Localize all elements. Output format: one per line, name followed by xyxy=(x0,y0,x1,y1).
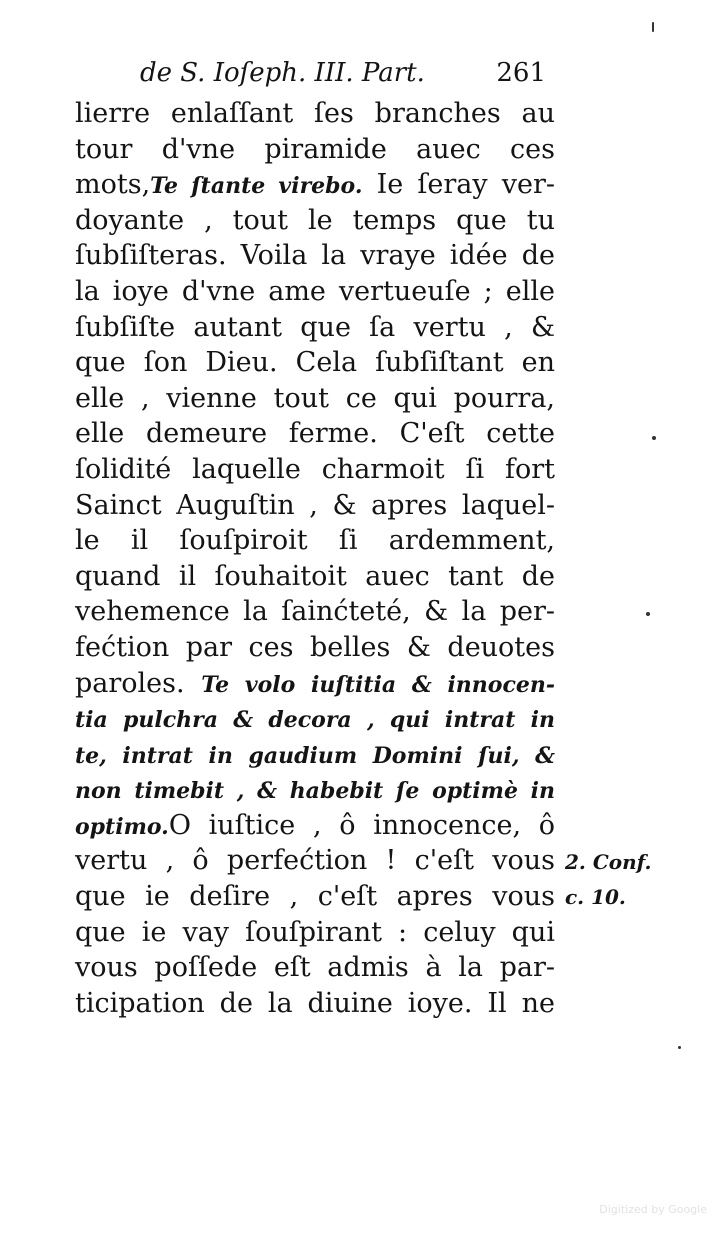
line-text: Ie ſeray ver- xyxy=(362,169,555,201)
page-header xyxy=(140,58,560,94)
text-line xyxy=(75,132,555,168)
line-text: que ie deſire , c'eſt apres vous xyxy=(75,881,555,913)
text-line xyxy=(75,274,555,310)
ink-speck xyxy=(652,436,656,440)
text-line xyxy=(75,915,555,951)
line-text: fećtion par ces belles & deuotes xyxy=(75,631,555,663)
text-line xyxy=(75,416,555,452)
text-line xyxy=(75,594,555,630)
line-text: quand il ſouhaitoit auec tant de xyxy=(75,560,555,592)
line-text: le il ſouſpiroit ſi ardemment, xyxy=(75,525,555,557)
line-text: vehemence la ſainćteté, & la per- xyxy=(75,596,555,628)
latin-quotation: Te ſtante virebo. xyxy=(150,173,363,200)
line-text: la ioye d'vne ame vertueuſe ; elle xyxy=(75,275,555,307)
line-text: O iuſtice , ô innocence, ô xyxy=(168,809,555,841)
text-line xyxy=(75,310,555,346)
line-text: doyante , tout le temps que tu xyxy=(75,204,555,236)
line-text: ſolidité laquelle charmoit ſi fort xyxy=(75,453,555,485)
line-text: tour d'vne piramide auec ces xyxy=(75,133,555,165)
text-line xyxy=(75,986,555,1022)
running-title: de S. Ioſeph. III. Part. xyxy=(140,58,425,88)
text-line xyxy=(75,452,555,488)
line-text: elle , vienne tout ce qui pourra, xyxy=(75,382,555,414)
line-text: paroles. xyxy=(75,667,202,699)
text-line xyxy=(75,488,555,524)
text-line xyxy=(75,523,555,559)
ink-speck xyxy=(646,612,650,616)
margin-note-reference: 2. Conf. xyxy=(565,850,652,874)
latin-quotation: Te volo iuſtitia & innocen- xyxy=(201,671,555,698)
text-line xyxy=(75,238,555,274)
line-text: vertu , ô perfećtion ! c'eſt vous xyxy=(75,845,555,877)
line-text: ſubſiſteras. Voila la vraye idée de xyxy=(75,240,555,272)
line-text: lierre enlaſſant ſes branches au xyxy=(75,98,555,129)
line-text: Sainct Auguſtin , & apres laquel- xyxy=(75,489,555,521)
ink-speck xyxy=(652,22,654,32)
text-line xyxy=(75,737,555,773)
text-line xyxy=(75,345,555,381)
page-number: 261 xyxy=(496,58,546,88)
text-line xyxy=(75,559,555,595)
text-line xyxy=(75,879,555,915)
line-text: que ie vay ſouſpirant : celuy qui xyxy=(75,916,555,948)
text-line xyxy=(75,666,555,702)
line-text: elle demeure ferme. C'eſt cette xyxy=(75,418,555,450)
text-line xyxy=(75,203,555,239)
line-text: vous poſſede eſt admis à la par- xyxy=(75,952,555,984)
digitization-watermark: Digitized by Google xyxy=(599,1203,707,1216)
latin-quotation: optimo. xyxy=(75,813,169,840)
text-line xyxy=(75,96,555,132)
latin-quotation: non timebit , & habebit ſe optimè in xyxy=(75,778,555,805)
text-line xyxy=(75,630,555,666)
latin-quotation: te, intrat in gaudium Domini ſui, & xyxy=(75,742,555,769)
text-line xyxy=(75,701,555,737)
text-line xyxy=(75,950,555,986)
line-text: mots, xyxy=(75,169,151,201)
body-text xyxy=(75,96,555,1021)
latin-quotation: tia pulchra & decora , qui intrat in xyxy=(75,707,555,734)
line-text: ticipation de la diuine ioye. Il ne xyxy=(75,987,555,1019)
text-line xyxy=(75,167,555,203)
text-line xyxy=(75,381,555,417)
text-line xyxy=(75,843,555,879)
ink-speck xyxy=(678,1046,681,1049)
margin-note-chapter: c. 10. xyxy=(565,885,626,909)
text-line xyxy=(75,808,555,844)
line-text: ſubſiſte autant que ſa vertu , & xyxy=(75,311,555,343)
text-line xyxy=(75,772,555,808)
line-text: que ſon Dieu. Cela ſubſiſtant en xyxy=(75,347,555,379)
